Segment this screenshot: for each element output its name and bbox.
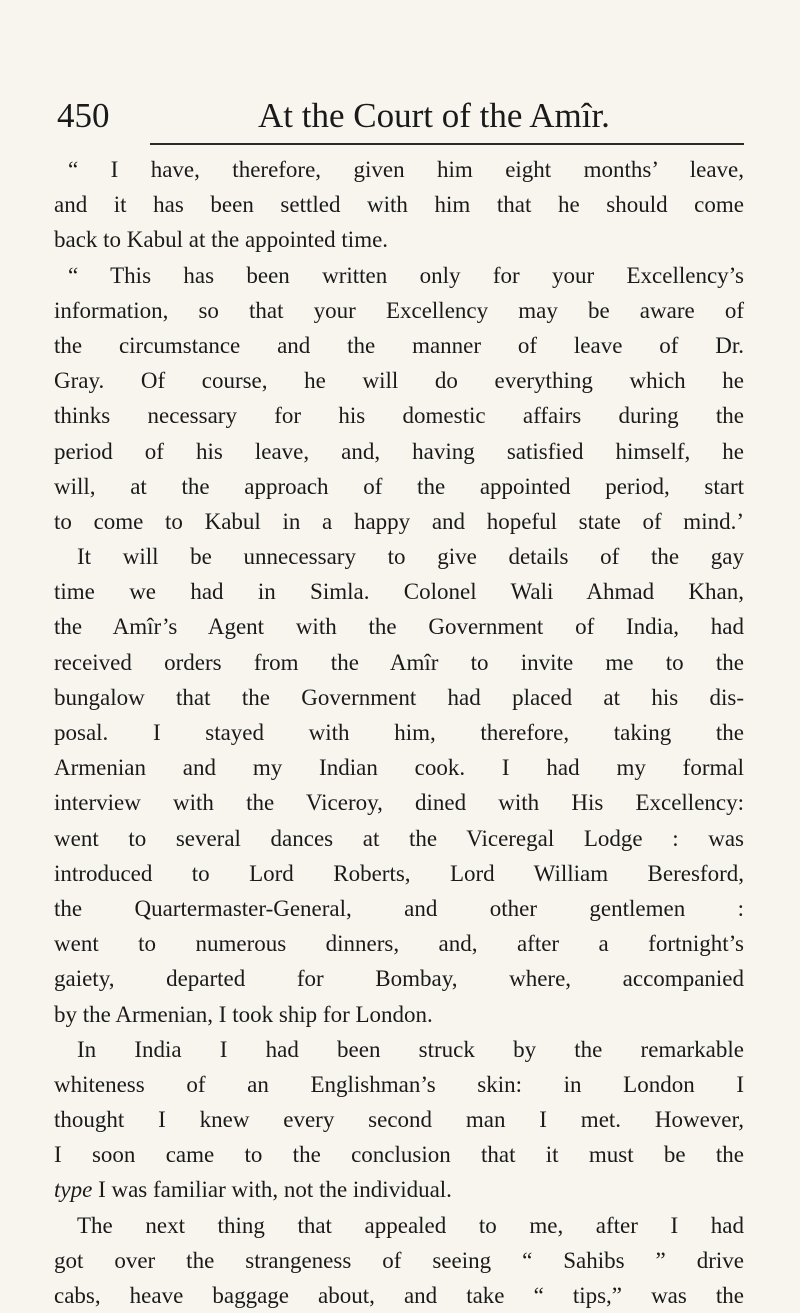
text-line-rest: I was familiar with, not the individual. xyxy=(98,1177,452,1203)
text-line: Gray. Of course, he will do everything which he xyxy=(54,368,744,394)
italic-word: type xyxy=(54,1177,93,1203)
text-line: “ I have, therefore, given him eight months’ leave, xyxy=(68,157,744,182)
text-line: the Quartermaster-General, and other gentlemen : xyxy=(54,895,744,921)
page-number: 450 xyxy=(57,96,110,135)
text-line: received orders from the Amîr to invite me to the xyxy=(54,649,744,675)
text-line: went to numerous dinners, and, after a fortnight’s xyxy=(54,931,744,957)
text-line: back to Kabul at the appointed time. xyxy=(54,227,389,253)
text-line: cabs, heave baggage about, and take “ tips,” was the xyxy=(54,1283,744,1308)
text-line: bungalow that the Government had placed at his dis- xyxy=(54,684,744,710)
text-line: In India I had been struck by the remarkable xyxy=(77,1036,744,1062)
text-line: to come to Kabul in a happy and hopeful state of mind.’ xyxy=(54,508,744,534)
body-text xyxy=(54,152,744,1313)
text-line: by the Armenian, I took ship for London. xyxy=(54,1001,433,1027)
text-line xyxy=(54,1172,744,1207)
text-line: interview with the Viceroy, dined with His Excellency: xyxy=(54,790,744,816)
text-line: information, so that your Excellency may be aware of xyxy=(54,297,744,323)
text-line: will, at the approach of the appointed period, start xyxy=(54,473,744,499)
text-line: period of his leave, and, having satisfied himself, he xyxy=(54,438,744,464)
text-line: “ This has been written only for your Excellency’s xyxy=(68,262,744,288)
text-line: posal. I stayed with him, therefore, taking the xyxy=(54,720,744,745)
text-line: time we had in Simla. Colonel Wali Ahmad Khan, xyxy=(54,579,744,605)
text-line: whiteness of an Englishman’s skin: in London I xyxy=(54,1071,744,1097)
text-line: It will be unnecessary to give details of the gay xyxy=(77,544,744,570)
text-line: Armenian and my Indian cook. I had my formal xyxy=(54,755,744,781)
running-title: At the Court of the Amîr. xyxy=(258,96,610,135)
header-rule xyxy=(150,143,744,145)
text-line: the Amîr’s Agent with the Government of India, had xyxy=(54,614,744,640)
text-line: gaiety, departed for Bombay, where, accompanied xyxy=(54,966,744,992)
text-line: and it has been settled with him that he should come xyxy=(54,192,744,218)
text-line: went to several dances at the Viceregal Lodge : was xyxy=(54,825,744,851)
page-header xyxy=(0,96,800,146)
text-line: thought I knew every second man I met. However, xyxy=(54,1107,744,1133)
text-line: introduced to Lord Roberts, Lord William Beresford, xyxy=(54,860,744,886)
text-line: The next thing that appealed to me, after I had xyxy=(77,1212,744,1238)
text-line: got over the strangeness of seeing “ Sahibs ” drive xyxy=(54,1247,744,1273)
text-line: the circumstance and the manner of leave of Dr. xyxy=(54,332,744,358)
text-line: thinks necessary for his domestic affairs during the xyxy=(54,403,744,429)
text-line: I soon came to the conclusion that it must be the xyxy=(54,1142,744,1168)
